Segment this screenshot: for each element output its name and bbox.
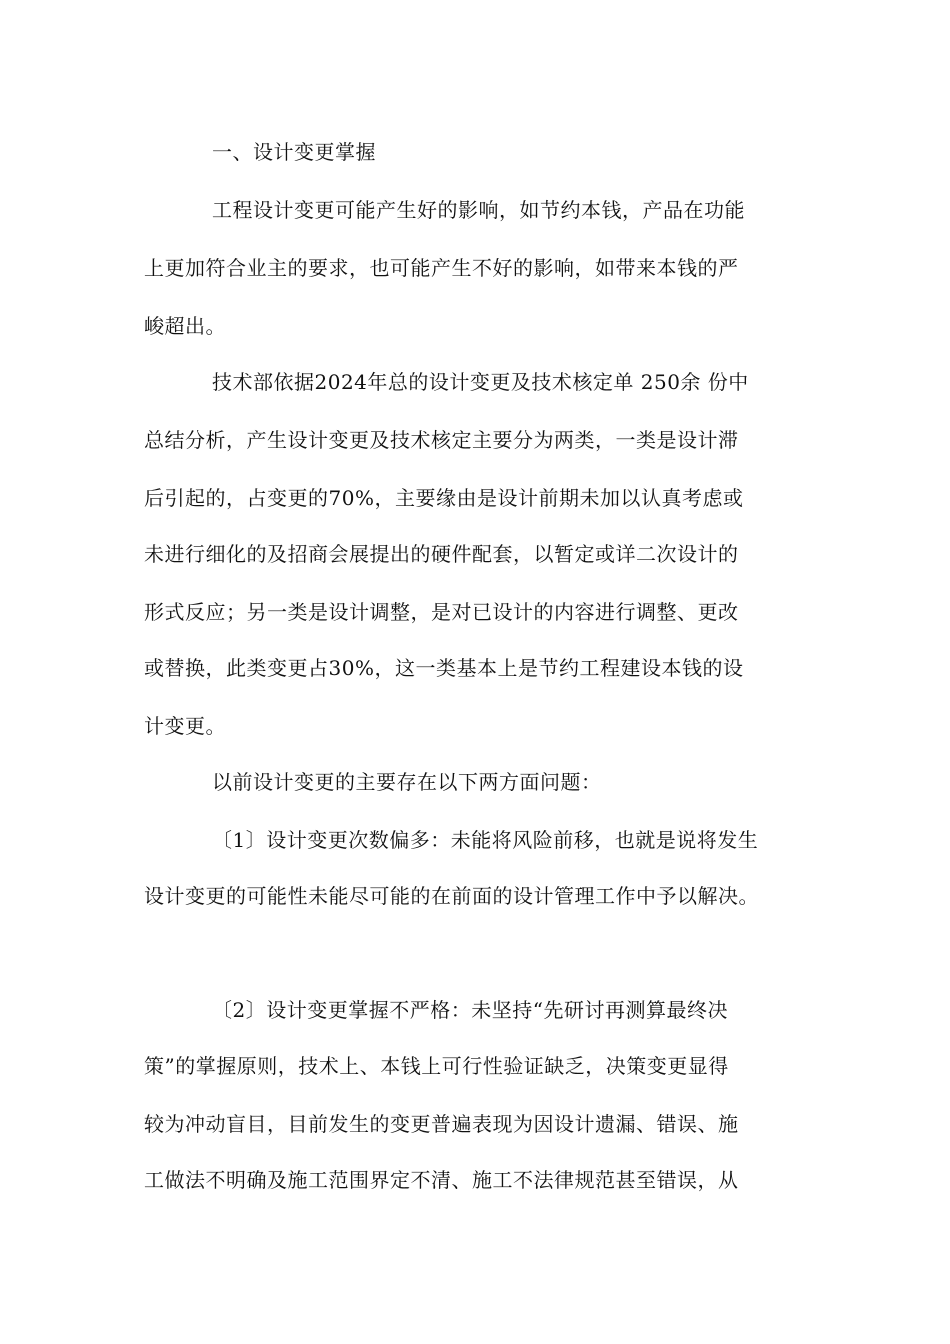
paragraph-line: 计变更。 bbox=[144, 714, 226, 738]
section-heading: 一、设计变更掌握 bbox=[212, 140, 376, 164]
paragraph-line: 上更加符合业主的要求，也可能产生不好的影响，如带来本钱的严 bbox=[144, 256, 739, 280]
paragraph-line: 峻超出。 bbox=[144, 314, 226, 338]
list-item-2-line: 较为冲动盲目，目前发生的变更普遍表现为因设计遗漏、错误、施 bbox=[144, 1112, 739, 1136]
paragraph-line: 总结分析，产生设计变更及技术核定主要分为两类，一类是设计滞 bbox=[144, 428, 739, 452]
paragraph-line: 技术部依据2024年总的设计变更及技术核定单 250余 份中 bbox=[212, 370, 749, 394]
paragraph-line: 或替换，此类变更占30%，这一类基本上是节约工程建设本钱的设 bbox=[144, 656, 744, 680]
paragraph-line: 形式反应；另一类是设计调整，是对已设计的内容进行调整、更改 bbox=[144, 600, 739, 624]
paragraph-line: 工程设计变更可能产生好的影响，如节约本钱，产品在功能 bbox=[212, 198, 745, 222]
list-item-2-line: 工做法不明确及施工范围界定不清、施工不法律规范甚至错误，从 bbox=[144, 1168, 739, 1192]
list-item-2-line: 〔2〕设计变更掌握不严格：未坚持“先研讨再测算最终决 bbox=[212, 998, 728, 1022]
list-item-1-line: 〔1〕设计变更次数偏多：未能将风险前移，也就是说将发生 bbox=[212, 828, 759, 852]
paragraph-line: 未进行细化的及招商会展提出的硬件配套，以暂定或详二次设计的 bbox=[144, 542, 739, 566]
paragraph-line: 后引起的，占变更的70%，主要缘由是设计前期未加以认真考虑或 bbox=[144, 486, 744, 510]
list-item-1-line: 设计变更的可能性未能尽可能的在前面的设计管理工作中予以解决。 bbox=[144, 884, 759, 908]
paragraph-line: 以前设计变更的主要存在以下两方面问题： bbox=[212, 770, 602, 794]
list-item-2-line: 策”的掌握原则，技术上、本钱上可行性验证缺乏，决策变更显得 bbox=[144, 1054, 729, 1078]
